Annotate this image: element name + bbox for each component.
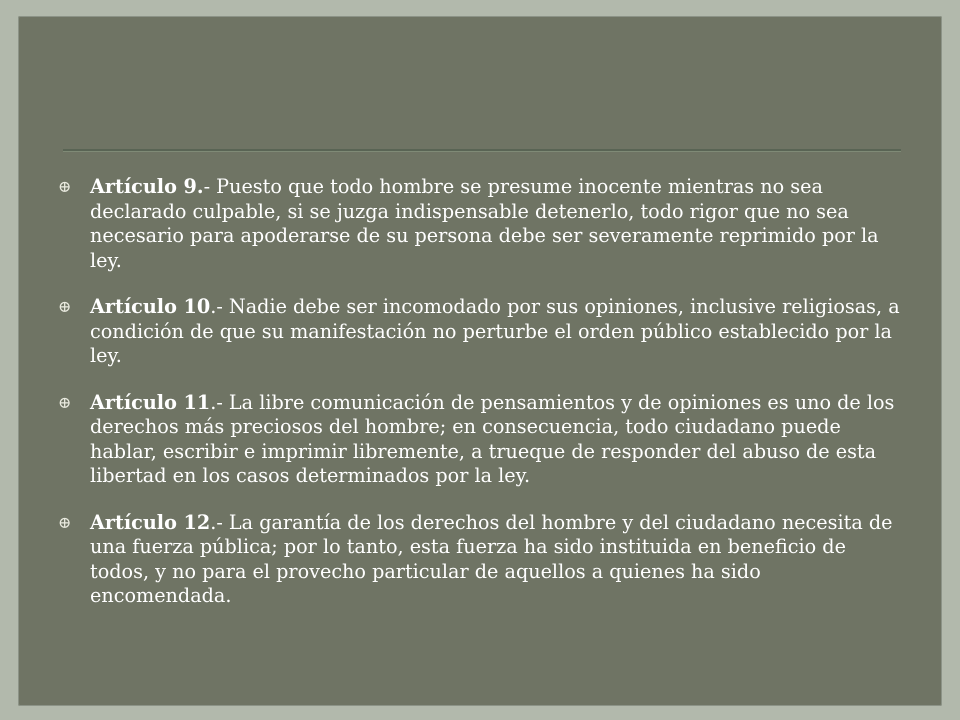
article-12 bbox=[58, 511, 900, 609]
circled-plus-icon: ⊕ bbox=[58, 297, 72, 316]
article-12-text: .- La garantía de los derechos del hombre y del ciudadano necesita de una fuerza pública; por lo tanto, esta fuerza ha sido instituida en beneficio de todos, y no para el provecho particular de aquellos a quienes ha sido encomendada. bbox=[90, 510, 893, 607]
circled-plus-icon: ⊕ bbox=[58, 512, 72, 532]
article-9-heading: Artículo 9. bbox=[90, 175, 204, 198]
article-11 bbox=[58, 391, 900, 489]
article-11-heading: Artículo 11 bbox=[90, 390, 211, 414]
article-10 bbox=[58, 295, 900, 369]
circled-plus-icon: ⊕ bbox=[58, 177, 72, 196]
article-10-text: .- Nadie debe ser incomodado por sus opiniones, inclusive religiosas, a condición de que su manifestación no perturbe el orden público establecido por la ley. bbox=[90, 295, 900, 367]
article-9-text: - Puesto que todo hombre se presume inocente mientras no sea declarado culpable, si se juzga indispensable detenerlo, todo rigor que no sea necesario para apoderarse de su persona debe ser severamente reprimido por la ley. bbox=[90, 175, 879, 272]
article-list bbox=[58, 175, 900, 631]
article-10-heading: Artículo 10 bbox=[90, 295, 211, 318]
article-12-heading: Artículo 12 bbox=[90, 510, 211, 534]
title-divider bbox=[63, 149, 901, 152]
circled-plus-icon: ⊕ bbox=[58, 392, 72, 412]
article-9 bbox=[58, 175, 900, 273]
article-11-text: .- La libre comunicación de pensamientos y de opiniones es uno de los derechos más preciosos del hombre; en consecuencia, todo ciudadano puede hablar, escribir e imprimir libremente, a trueque de responder del abuso de esta libertad en los casos determinados por la ley. bbox=[90, 390, 895, 487]
